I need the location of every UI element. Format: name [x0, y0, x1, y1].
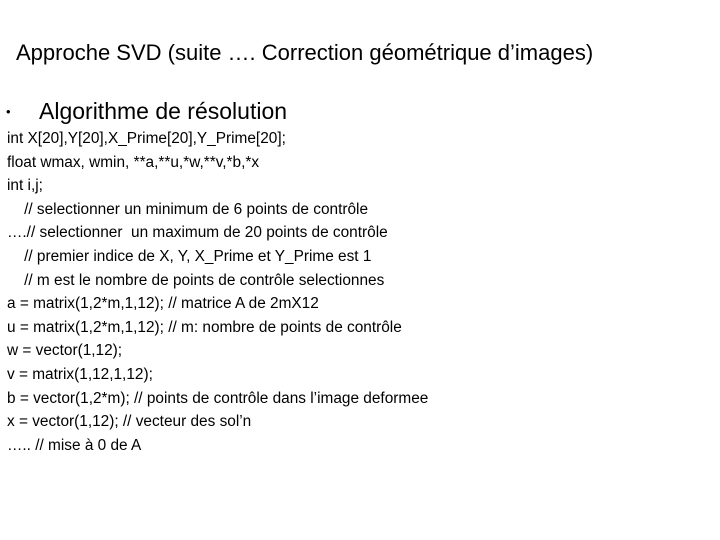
bullet-marker: • — [6, 103, 11, 119]
code-line: // m est le nombre de points de contrôle selectionnes — [7, 271, 385, 289]
bullet-item — [6, 94, 287, 128]
code-line: x = vector(1,12); // vecteur des sol’n — [7, 413, 252, 431]
code-line: int X[20],Y[20],X_Prime[20],Y_Prime[20]; — [7, 130, 286, 147]
code-line: b = vector(1,2*m); // points de contrôle dans l’image deformee — [7, 389, 429, 407]
code-line: ….// selectionner un maximum de 20 points de contrôle — [7, 224, 388, 242]
code-line: v = matrix(1,12,1,12); — [7, 365, 153, 383]
code-line: float wmax, wmin, **a,**u,*w,**v,*b,*x — [7, 153, 260, 171]
code-line: int i,j; — [7, 177, 43, 195]
slide-title: Approche SVD (suite …. Correction géométrique d’images) — [16, 40, 594, 65]
bullet-heading: Algorithme de résolution — [39, 98, 288, 124]
code-line: a = matrix(1,2*m,1,12); // matrice A de 2mX12 — [7, 295, 319, 313]
code-line: w = vector(1,12); — [7, 342, 123, 360]
code-block — [7, 127, 712, 457]
code-line: u = matrix(1,2*m,1,12); // m: nombre de points de contrôle — [7, 318, 402, 336]
code-line: // selectionner un minimum de 6 points de contrôle — [7, 200, 369, 218]
code-line: // premier indice de X, Y, X_Prime et Y_Prime est 1 — [7, 247, 372, 265]
code-line: ….. // mise à 0 de A — [7, 436, 142, 454]
